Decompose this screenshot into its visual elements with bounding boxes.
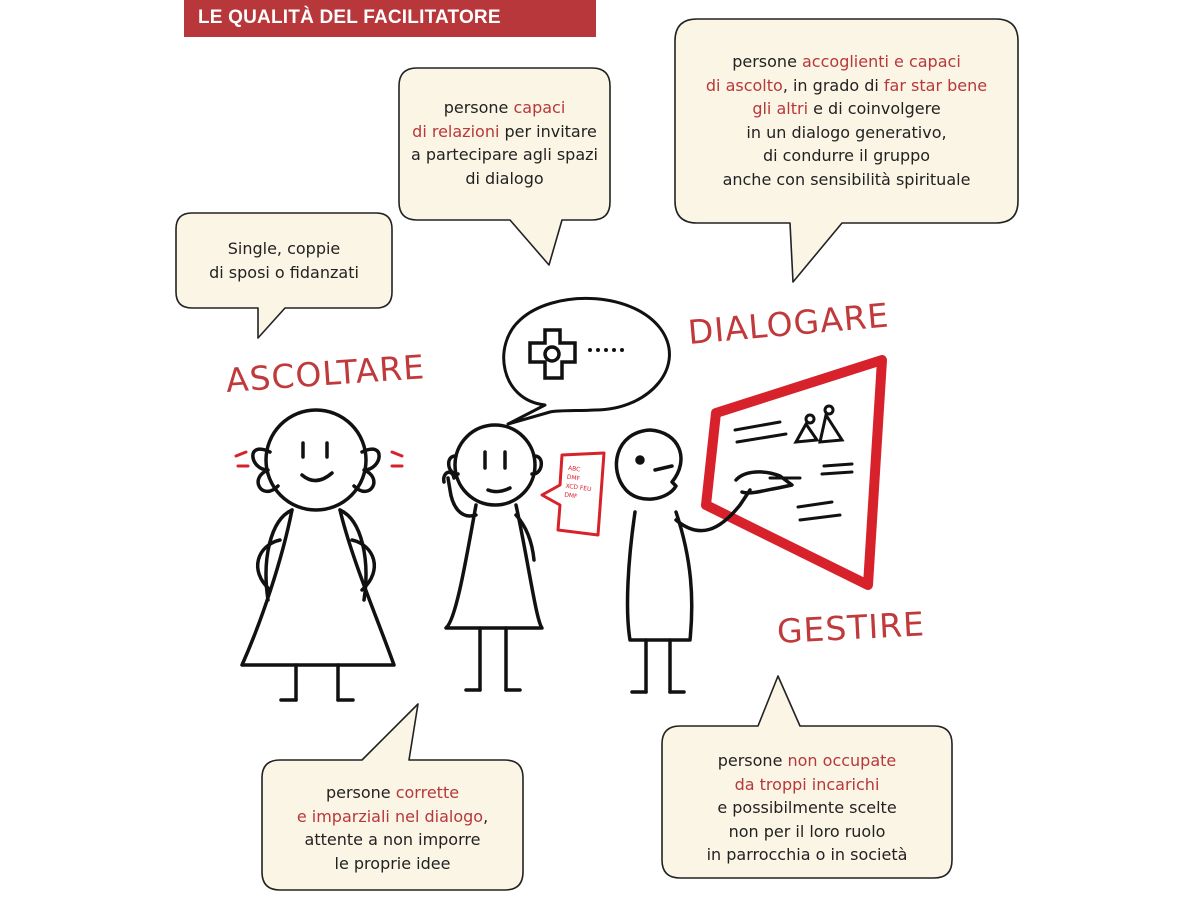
bubble-line (262, 852, 523, 876)
bubble-line (176, 237, 392, 261)
whiteboard (706, 360, 882, 585)
figure-listener (242, 410, 394, 700)
bubble-text-single (176, 237, 392, 284)
bubble-line (675, 168, 1018, 192)
body-text: le proprie idee (334, 853, 451, 873)
body-text: a partecipare agli spazi (411, 145, 598, 164)
body-text: persone (732, 52, 802, 71)
body-text: persone (325, 783, 396, 802)
body-text: , (483, 806, 489, 826)
bubble-line (662, 820, 952, 844)
note-card-line: DMF (566, 473, 581, 483)
bubble-line (662, 749, 952, 773)
bubble-line (399, 167, 610, 191)
body-text: attente a non imporre (304, 830, 481, 849)
bubble-line (399, 143, 610, 167)
body-text: persone (717, 751, 788, 770)
body-text: e di coinvolgere (808, 99, 941, 118)
body-text: , in grado di (782, 75, 884, 95)
verb-ascoltare: ASCOLTARE (224, 347, 427, 400)
highlighted-text: gli altri (752, 99, 809, 118)
body-text: persone (443, 98, 514, 117)
highlighted-text: da troppi incarichi (734, 774, 880, 794)
highlighted-text: corrette (395, 783, 460, 802)
body-text: di dialogo (465, 168, 544, 188)
note-card-text (564, 464, 603, 504)
bubble-line (399, 96, 610, 120)
verb-gestire: GESTIRE (775, 604, 926, 651)
body-text: Single, coppie (227, 239, 341, 258)
bubble-line (399, 120, 610, 144)
bubble-line (662, 796, 952, 820)
bubble-line (675, 74, 1018, 98)
bubble-line (675, 121, 1018, 145)
bubble-line (675, 50, 1018, 74)
body-text: in un dialogo generativo, (746, 122, 947, 142)
page-title: LE QUALITÀ DEL FACILITATORE (198, 7, 501, 28)
body-text: di condurre il gruppo (762, 146, 931, 165)
note-card-line: DMF (563, 491, 578, 501)
body-text: di sposi o fidanzati (209, 262, 359, 282)
bubble-line (176, 261, 392, 285)
bubble-text-incarichi (662, 749, 952, 867)
body-text: non per il loro ruolo (728, 821, 886, 841)
bubble-line (675, 97, 1018, 121)
bubble-line (262, 805, 523, 829)
highlighted-text: di relazioni (412, 121, 500, 141)
highlighted-text: capaci (513, 98, 566, 117)
note-card-line: ABC (567, 464, 581, 474)
body-text: anche con sensibilità spirituale (722, 169, 971, 189)
bubble-line (662, 843, 952, 867)
body-text: e possibilmente scelte (717, 798, 897, 817)
bubble-line (262, 828, 523, 852)
note-card-line: XCD FEU (565, 482, 592, 494)
bubble-text-relazioni (399, 96, 610, 190)
highlighted-text: accoglienti e capaci (802, 52, 961, 71)
bubble-line (662, 773, 952, 797)
highlighted-text: di ascolto (705, 75, 783, 95)
highlighted-text: e imparziali nel dialogo (296, 806, 484, 826)
figure-speaker (444, 425, 542, 690)
bubble-line (262, 781, 523, 805)
highlighted-text: far star bene (883, 75, 988, 95)
body-text: in parrocchia o in società (706, 845, 908, 864)
bubble-line (675, 144, 1018, 168)
body-text: per invitare (499, 121, 597, 141)
highlighted-text: non occupate (787, 751, 897, 770)
bubble-text-corrette (262, 781, 523, 875)
bubble-text-accoglienti (675, 50, 1018, 191)
verb-dialogare: DIALOGARE (686, 295, 891, 352)
